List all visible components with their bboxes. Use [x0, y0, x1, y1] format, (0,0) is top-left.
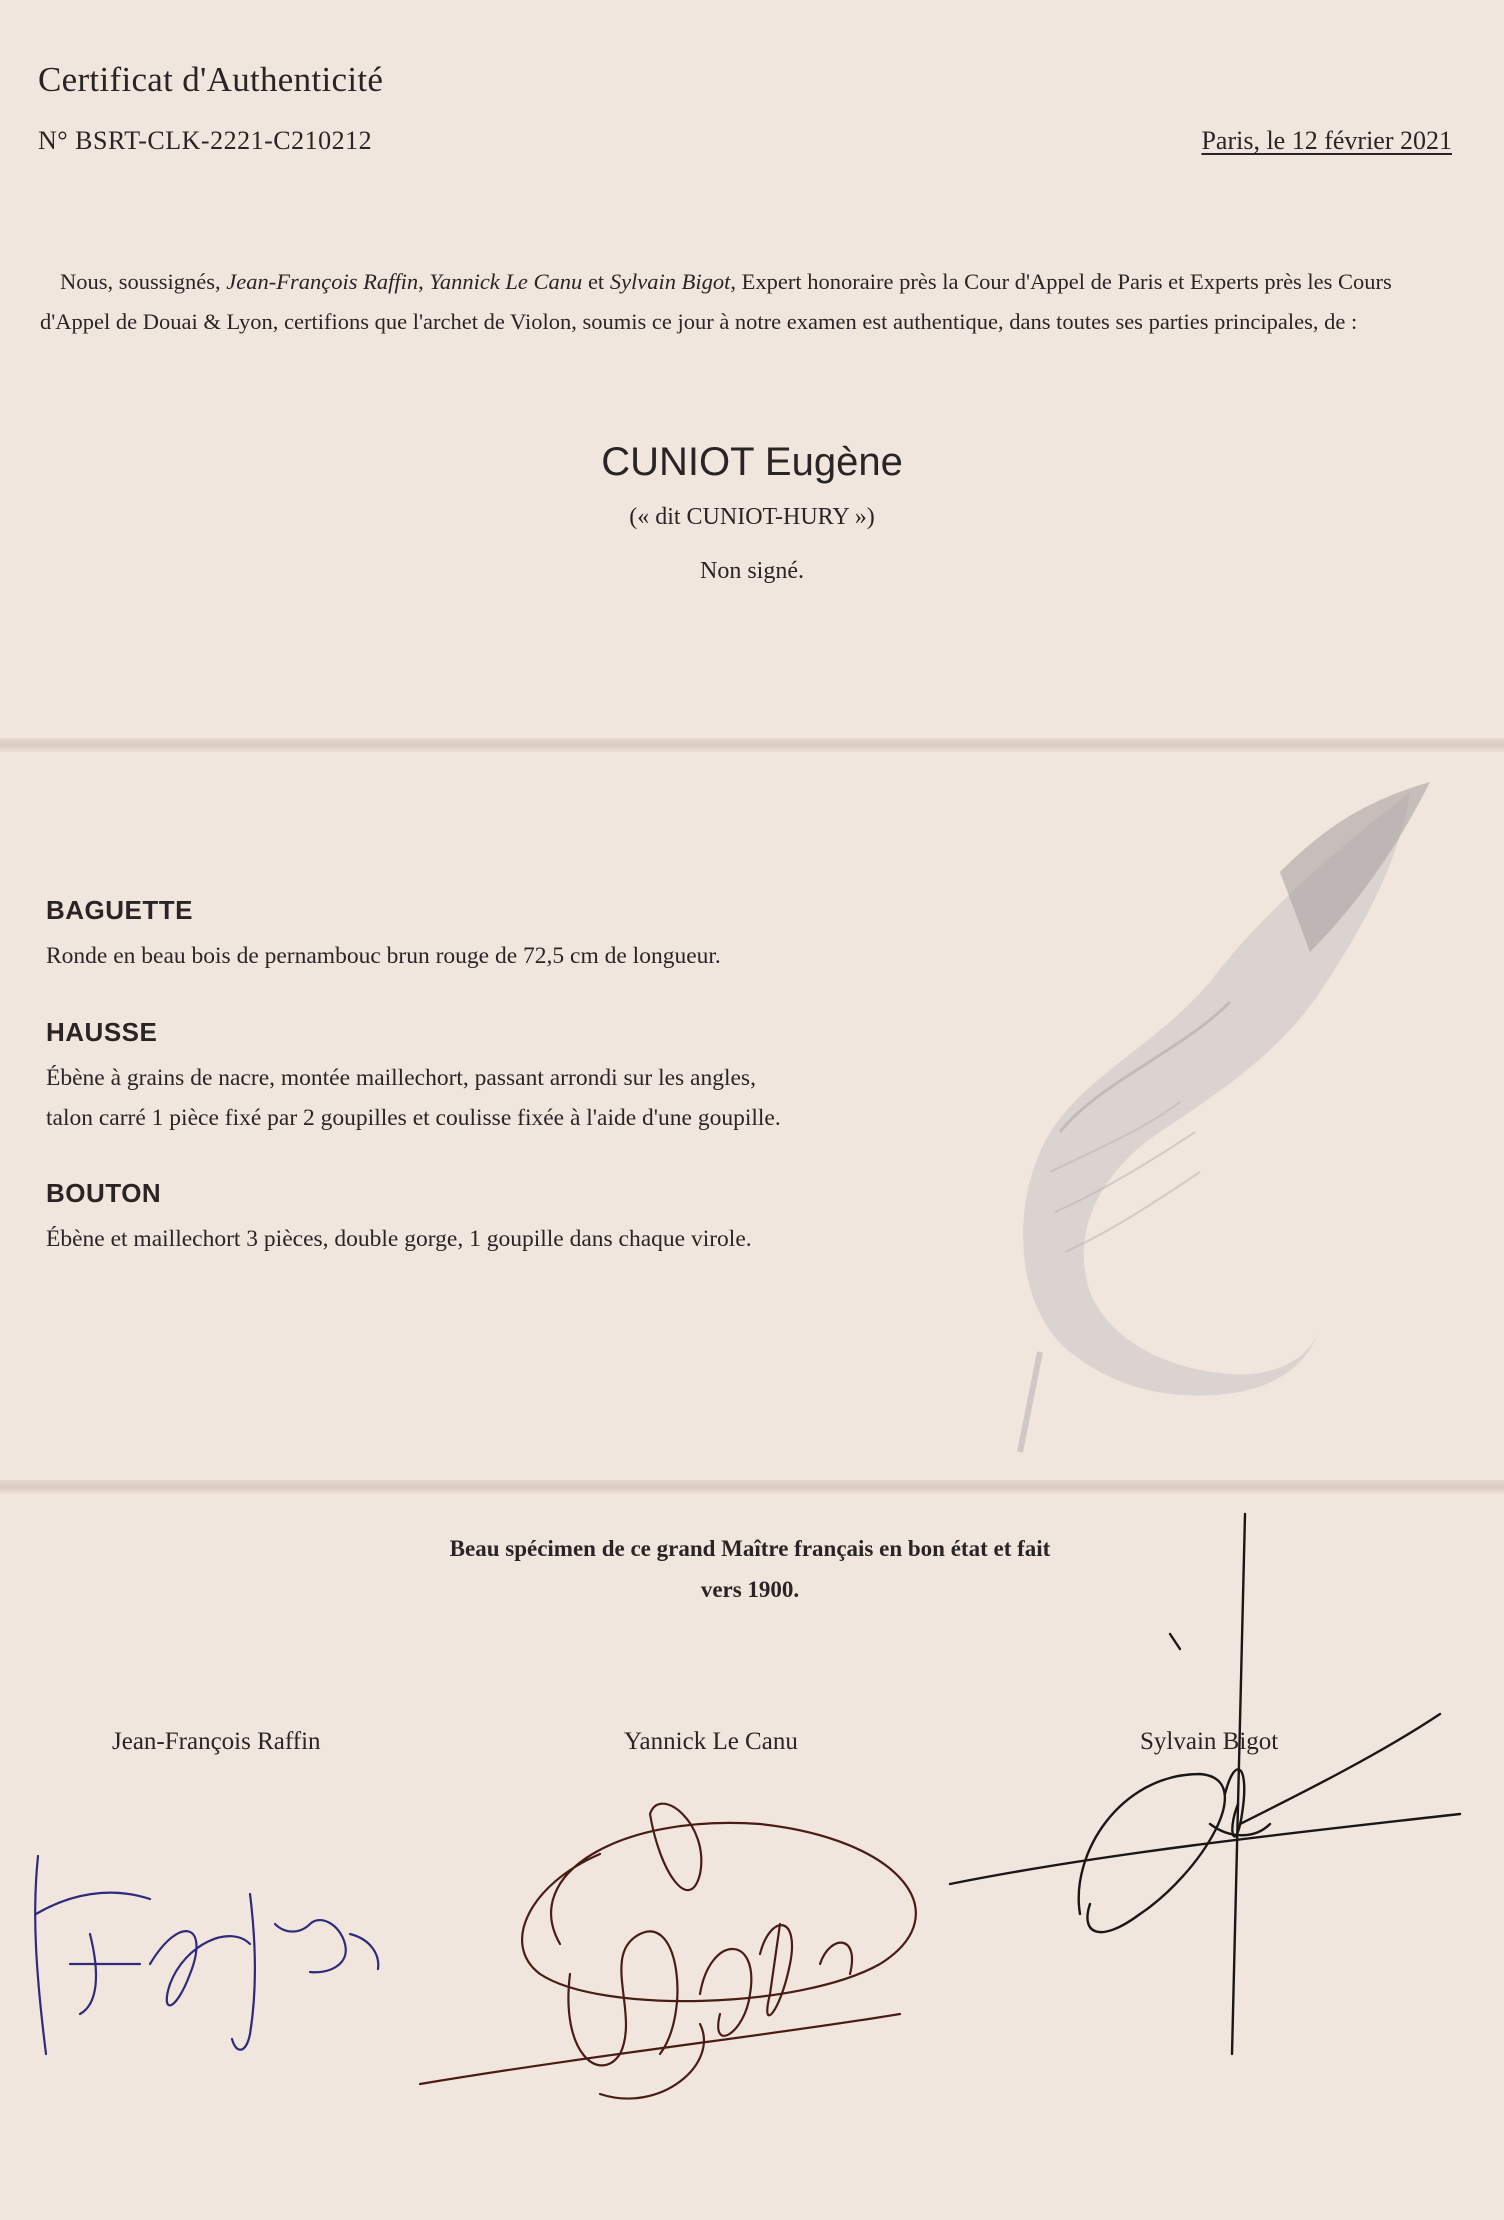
expert-name-3: Sylvain Bigot [609, 269, 731, 294]
closing-line-1: Beau spécimen de ce grand Maître français en bon état et fait [449, 1536, 1051, 1561]
closing-line-2: vers 1900. [700, 1577, 800, 1602]
signatory-name-3: Sylvain Bigot [1140, 1728, 1279, 1755]
intro-sep-1: , [418, 269, 430, 294]
section-baguette [46, 895, 1046, 976]
signature-status: Non signé. [700, 558, 804, 584]
intro-rest: , Expert honoraire près la Cour d'Appel de Paris et Experts près les Cours d'Appel de Douai & Lyon, certifions que l'archet de Violon, soumis ce jour à notre examen est authentique, dans toutes ses parties principales, de : [40, 269, 1392, 334]
expert-name-2: Yannick Le Canu [429, 269, 583, 294]
section-line: Ébène et maillechort 3 pièces, double gorge, 1 goupille dans chaque virole. [46, 1226, 752, 1252]
certificate-title: Certificat d'Authenticité [38, 60, 384, 99]
section-line: Ébène à grains de nacre, montée maillechort, passant arrondi sur les angles, [46, 1065, 756, 1091]
bow-watermark-logo [980, 752, 1460, 1482]
signatures [0, 1494, 1504, 2220]
certificate-number: N° BSRT-CLK-2221-C210212 [38, 126, 373, 155]
fold-line [0, 1480, 1504, 1494]
maker-alias: (« dit CUNIOT-HURY ») [629, 504, 875, 530]
section-line: talon carré 1 pièce fixé par 2 goupilles et coulisse fixée à l'aide d'une goupille. [46, 1105, 781, 1131]
fold-line [0, 738, 1504, 752]
signatory-name-1: Jean-François Raffin [112, 1728, 321, 1755]
section-heading: BOUTON [46, 1178, 162, 1208]
expert-name-1: Jean-François Raffin [226, 269, 419, 294]
intro-paragraph [40, 262, 1460, 342]
section-line: Ronde en beau bois de pernambouc brun rouge de 72,5 cm de longueur. [46, 943, 721, 969]
signature-bigot [950, 1514, 1460, 2054]
signatory-name-2: Yannick Le Canu [624, 1728, 798, 1755]
section-heading: HAUSSE [46, 1017, 158, 1047]
section-heading: BAGUETTE [46, 895, 193, 925]
intro-sep-2: et [582, 269, 610, 294]
section-bouton [46, 1178, 1046, 1259]
top-panel [0, 0, 1504, 738]
intro-lead: Nous, soussignés, [60, 269, 227, 294]
maker-name: CUNIOT Eugène [601, 440, 903, 484]
certificate-date: Paris, le 12 février 2021 [1201, 126, 1452, 155]
signature-le-canu [420, 1804, 916, 2099]
signature-raffin [35, 1856, 378, 2054]
section-hausse [46, 1017, 1046, 1138]
